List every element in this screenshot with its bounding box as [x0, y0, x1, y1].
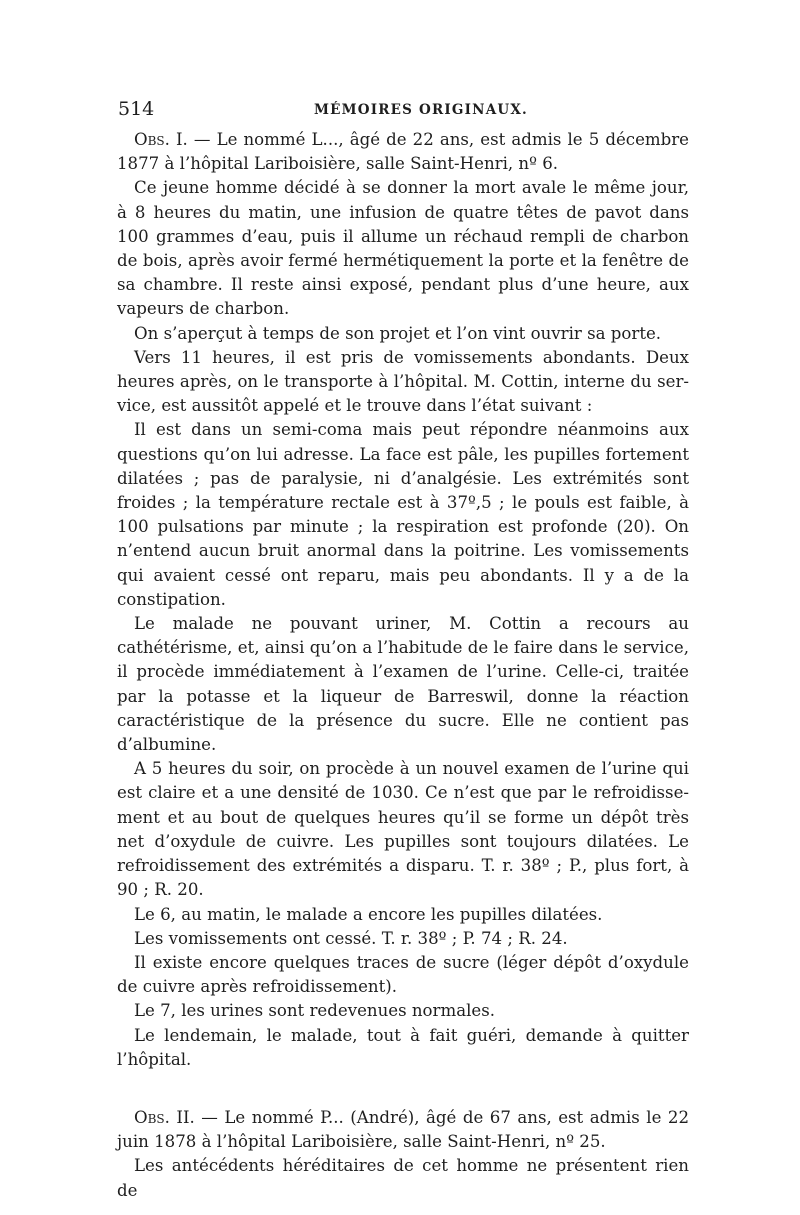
paragraph: Le 6, au matin, le malade a encore les pupilles dilatées.: [134, 904, 603, 924]
paragraph: Les antécédents héréditaires de cet homme ne présentent rien de: [117, 1156, 689, 1200]
paragraph-obs-2-intro: [117, 1106, 689, 1154]
page-header: [118, 98, 686, 122]
running-title: MÉMOIRES ORIGINAUX.: [314, 102, 528, 118]
paragraph: Le malade ne pouvant uriner, M. Cottin a recours au cathétérisme, et, ainsi qu’on a l’habitude de le faire dans le service, il procède immédiatement à l’examen de l’urine. Celle-ci, traitée par la potasse et la liqueur de Barreswil, donne la réaction caractéristique de la présence du sucre. Elle ne contient pas d’albumine.: [117, 614, 689, 755]
paragraph: On s’aperçut à temps de son projet et l’on vint ouvrir sa porte.: [134, 323, 662, 343]
paragraph: Les vomissements ont cessé. T. r. 38º ; P. 74 ; R. 24.: [134, 928, 568, 948]
body-text: [117, 128, 689, 1203]
paragraph-obs-1-intro: [117, 128, 689, 176]
paragraph: Ce jeune homme décidé à se donner la mort avale le même jour, à 8 heures du matin, une infusion de quatre têtes de pavot dans 100 grammes d’eau, puis il allume un réchaud rempli de charbon de bois, après avoir fermé hermétiquement la porte et la fenêtre de sa chambre. Il reste ainsi exposé, pendant plus d’une heure, aux vapeurs de charbon.: [117, 178, 689, 319]
page-number: 514: [118, 98, 155, 120]
paragraph: Vers 11 heures, il est pris de vomissements abondants. Deux heures après, on le transporte à l’hôpital. M. Cottin, interne du service, est aussitôt appelé et le trouve dans l’état suivant :: [117, 347, 689, 416]
observation-label: Obs. I.: [134, 130, 188, 149]
observation-label: Obs. II.: [134, 1107, 195, 1127]
paragraph: Le 7, les urines sont redevenues normales.: [134, 1001, 496, 1021]
paragraph: Le lendemain, le malade, tout à fait guéri, demande à quitter l’hôpital.: [117, 1025, 689, 1069]
paragraph-text: — Le nommé P... (André), âgé de 67 ans, est admis le 22 juin 1878 à l’hôpital Lariboisière, salle Saint-Henri, nº 25.: [117, 1107, 690, 1152]
paragraph: Il existe encore quelques traces de sucre (léger dépôt d’oxydule de cuivre après refroidissement).: [117, 952, 689, 997]
paragraph: A 5 heures du soir, on procède à un nouvel examen de l’urine qui est claire et a une densité de 1030. Ce n’est que par le refroidissement et au bout de quelques heures qu’il se forme un dépôt très net d’oxydule de cuivre. Les pupilles sont toujours dilatées. Le refroidissement des extrémités a disparu. T. r. 38º ; P., plus fort, à 90 ; R. 20.: [117, 759, 689, 900]
paragraph-text: — Le nommé L..., âgé de 22 ans, est admis le 5 décembre 1877 à l’hôpital Lariboisière, salle Saint-Henri, nº 6.: [117, 130, 689, 174]
paragraph: Il est dans un semi-coma mais peut répondre néanmoins aux questions qu’on lui adresse. La face est pâle, les pupilles fortement dilatées ; pas de paralysie, ni d’analgésie. Les extrémités sont froides ; la température rectale est à 37º,5 ; le pouls est faible, à 100 pulsations par minute ; la respiration est profonde (20). On n’entend aucun bruit anormal dans la poitrine. Les vomissements qui avaient cessé ont reparu, mais peu abondants. Il y a de la constipation.: [117, 420, 689, 609]
